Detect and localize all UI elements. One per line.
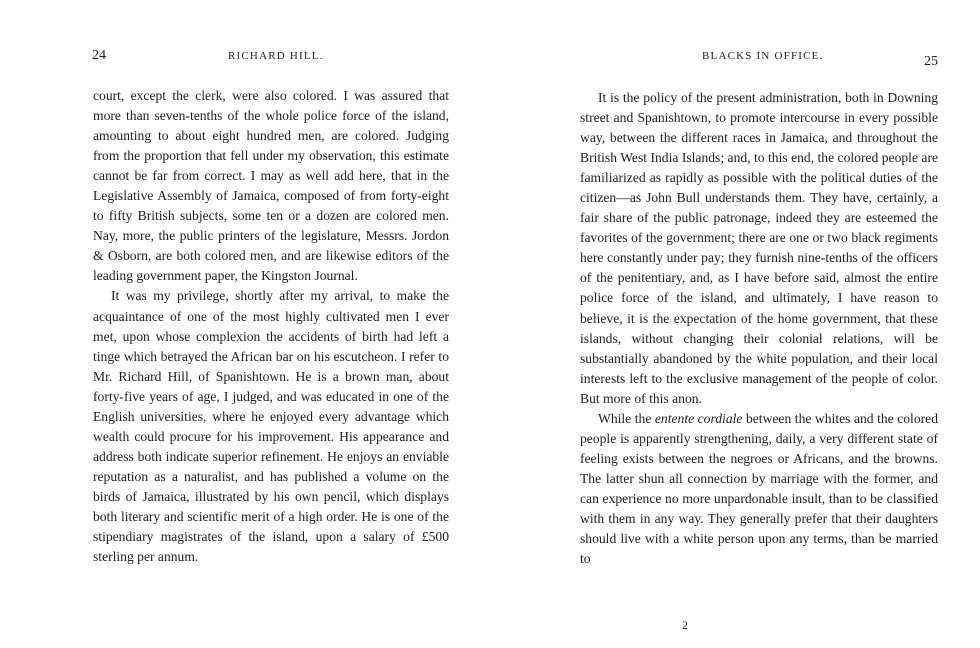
left-page-body — [93, 86, 449, 567]
right-running-head: BLACKS IN OFFICE. — [702, 50, 824, 62]
right-paragraph-policy: It is the policy of the present administration, both in Downing street and Spanishtown, to promote intercourse in every possible way, between the different races in Jamaica, and throughout the British West India Islands; and, to this end, the colored people are familiarized as rapidly as possible with the political duties of the citizen—as John Bull understands them. They have, certainly, a fair share of the public patronage, indeed they are esteemed the favorites of the government; there are one or two black regiments here constantly under pay; they furnish nine-tenths of the officers of the penitentiary, and, as I have before said, almost the entire police force of the island, and ultimately, I have reason to believe, it is the expectation of the home government, that these islands, without changing their colonial relations, will be substantially abandoned by the white population, and their local interests left to the exclusive management of the people of color. But more of this anon. — [580, 90, 938, 406]
left-page-number: 24 — [92, 48, 106, 63]
left-paragraph-continued: court, except the clerk, were also colored. I was assured that more than seven-tenths of the whole police force of the island, amounting to about eight hundred men, are colored. Judging from the proportion that fell under my observation, this estimate cannot be far from correct. I may as well add here, that in the Legislative Assembly of Jamaica, composed of from forty-eight to fifty British subjects, some ten or a dozen are colored men. Nay, more, the public printers of the legislature, Messrs. Jordon & Osborn, are both colored men, and are likewise editors of the leading government paper, the Kingston Journal. — [93, 88, 449, 284]
left-running-head: RICHARD HILL. — [228, 50, 324, 62]
left-paragraph-richard-hill: It was my privilege, shortly after my arrival, to make the acquaintance of one of the most highly cultivated men I ever met, upon whose complexion the accidents of birth had left a tinge which betrayed the African bar on his escutcheon. I refer to Mr. Richard Hill, of Spanishtown. He is a brown man, about forty-five years of age, I judged, and was educated in one of the English universities, where he enjoyed every advantage which wealth could procure for his improvement. His appearance and address both indicate superior refinement. He enjoys an enviable reputation as a naturalist, and has published a volume on the birds of Jamaica, illustrated by his own pencil, which displays both literary and scientific merit of a high order. He is one of the stipendiary magistrates of the island, upon a salary of £500 sterling per annum. — [93, 288, 449, 565]
right-page-body — [580, 88, 938, 569]
left-page-header — [92, 50, 452, 68]
entente-trailing-text: between the whites and the colored people is apparently strengthening, daily, a very different state of feeling exists between the negroes or Africans, and the browns. The latter shun all connection by marriage with the former, and can experience no more unpardonable insult, than to be classified with them in any way. They generally prefer that their daughters should live with a white person upon any terms, than be married to — [580, 410, 938, 567]
right-paragraph-entente — [580, 409, 938, 569]
right-page-header — [586, 50, 938, 68]
entente-cordiale-emphasis: entente cordiale — [654, 410, 743, 426]
signature-mark: 2 — [682, 618, 688, 632]
right-page-number: 25 — [924, 54, 938, 69]
entente-lead-text: While the — [598, 410, 655, 426]
right-page — [490, 0, 980, 648]
